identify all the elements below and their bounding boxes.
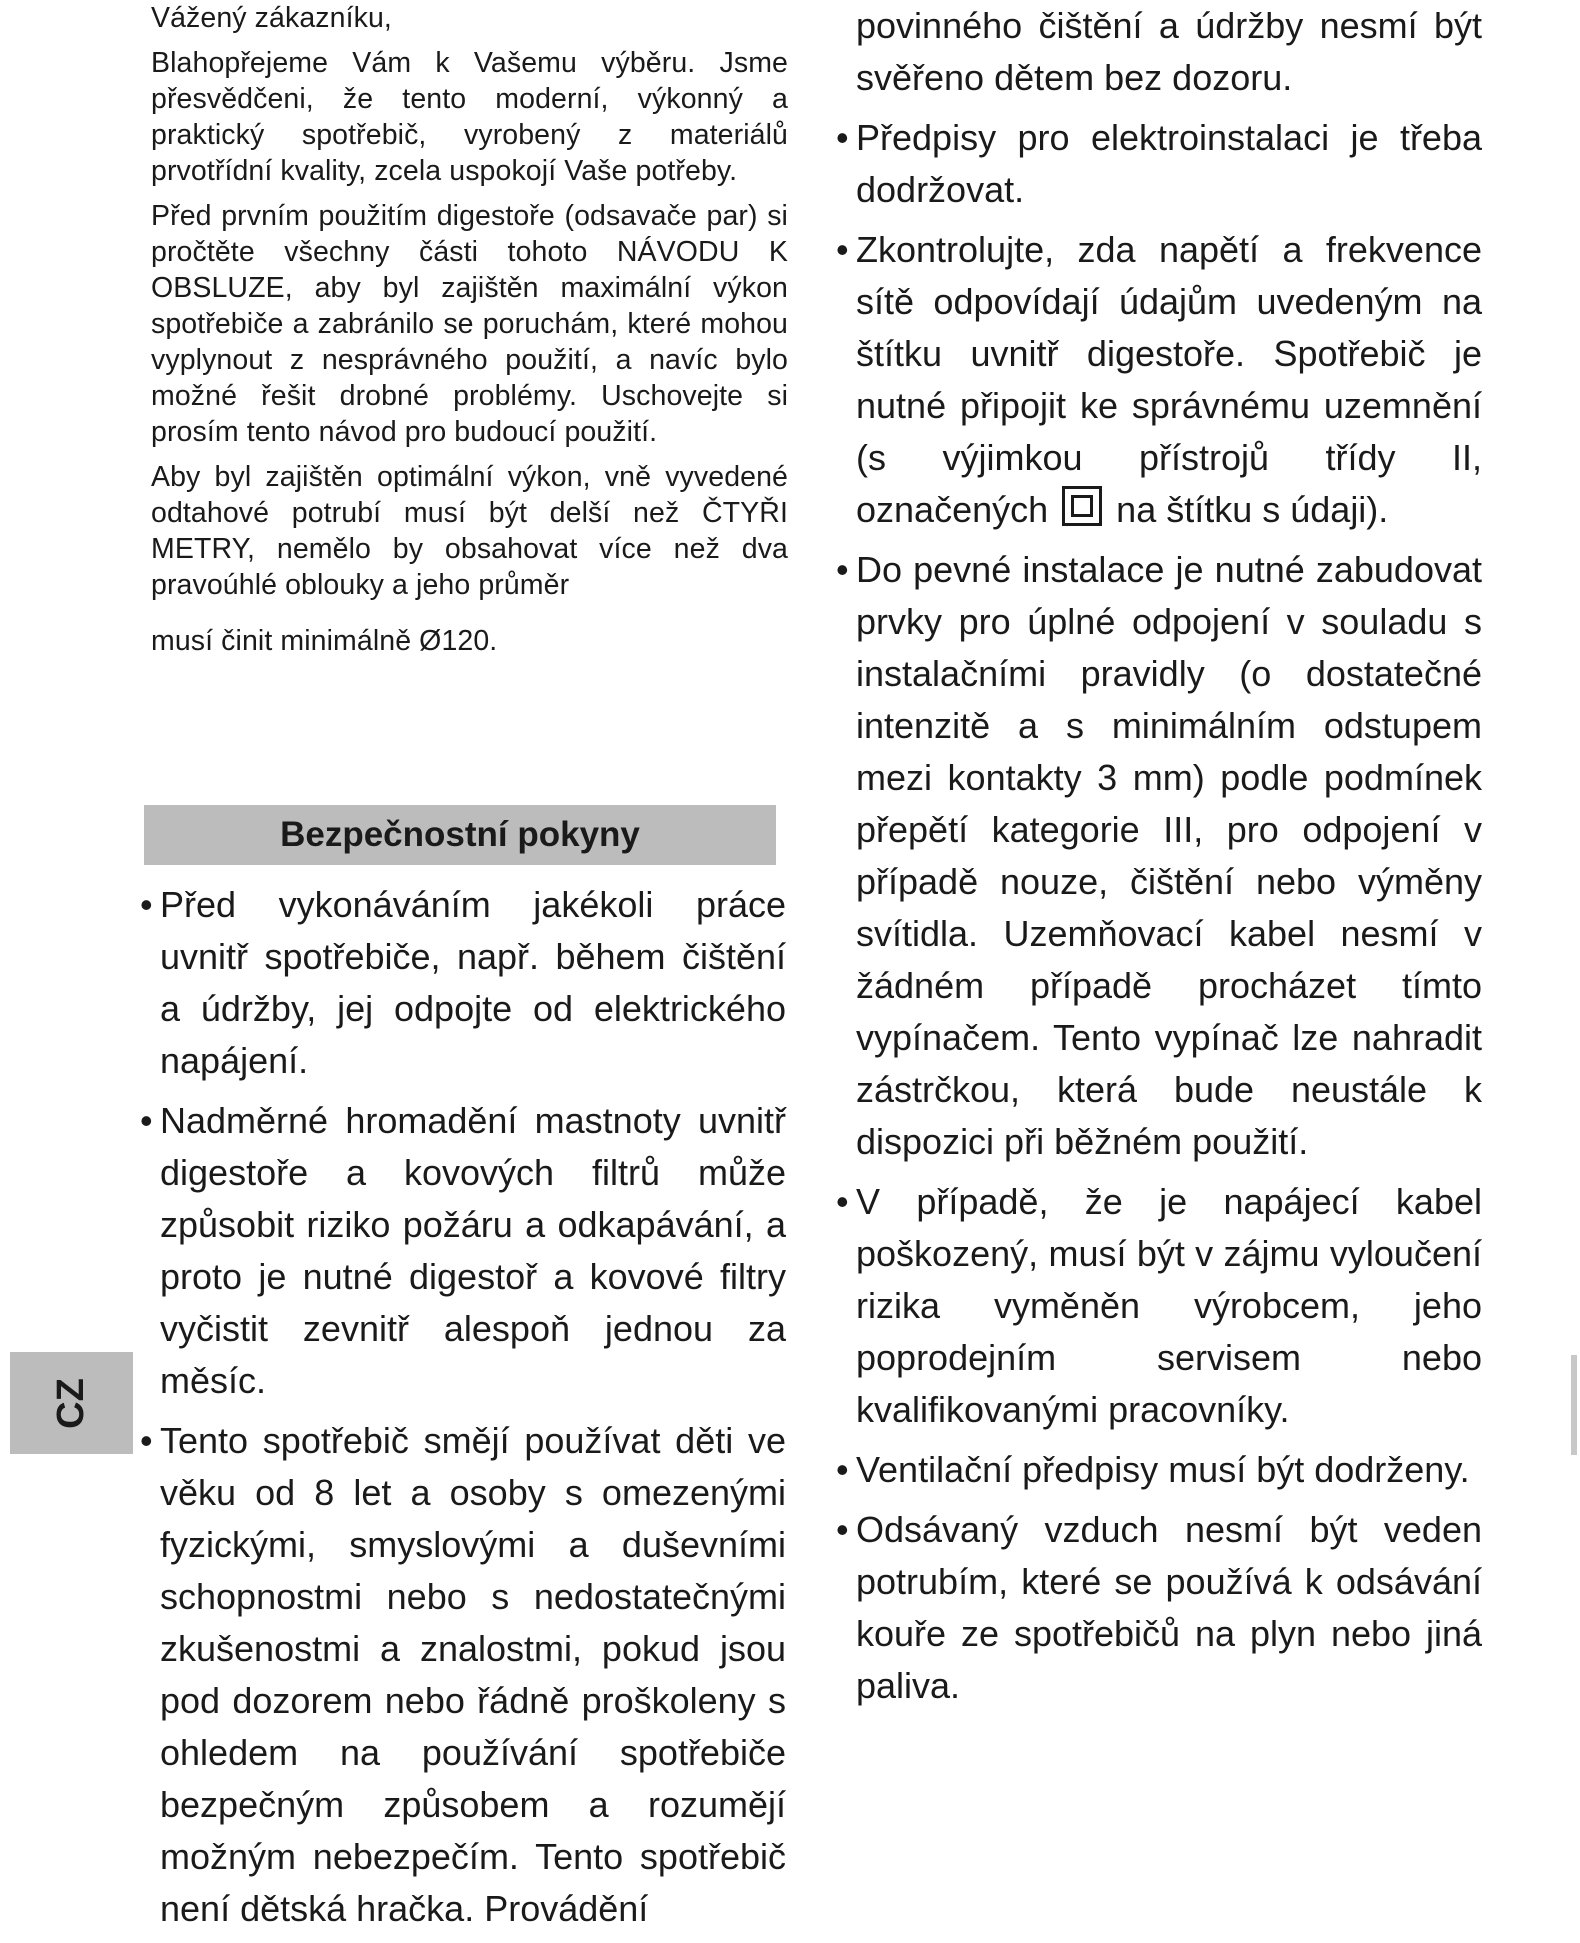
bullet-item — [842, 224, 1482, 536]
intro-paragraph-2: Před prvním použitím digestoře (odsavače par) si pročtěte všechny části tohoto NÁVODU K OBSLUZE, aby byl zajištěn maximální výkon spotřebiče a zabránilo se poruchám, které mohou vyplynout z nesprávného použití, a navíc bylo možné řešit drobné problémy. Uschovejte si prosím tento návod pro budoucí použití. — [151, 200, 788, 448]
right-bullet-list — [842, 112, 1482, 1712]
bullet-text: na štítku s údaji). — [1116, 489, 1389, 530]
intro-paragraph-4: musí činit minimálně Ø120. — [151, 625, 498, 657]
section-title: Bezpečnostní pokyny — [280, 815, 640, 854]
left-bullet-list — [146, 879, 786, 1943]
bullet-item: • Před vykonáváním jakékoli práce uvnitř spotřebiče, např. během čištění a údržby, jej odpojte od elektrického napájení. — [146, 879, 786, 1087]
intro — [151, 0, 788, 659]
bullet-item: • Nadměrné hromadění mastnoty uvnitř digestoře a kovových filtrů může způsobit riziko požáru a odkapávání, a proto je nutné digestoř a kovové filtry vyčistit zevnitř alespoň jednou za měsíc. — [146, 1095, 786, 1407]
right-column — [842, 0, 1482, 1720]
bullet-item: • Předpisy pro elektroinstalaci je třeba dodržovat. — [842, 112, 1482, 216]
bullet-item: • Tento spotřebič smějí používat děti ve věku od 8 let a osoby s omezenými fyzickými, smyslovými a duševními schopnostmi nebo s nedostatečnými zkušenostmi a znalostmi, pokud jsou pod dozorem nebo řádně proškoleny s ohledem na používání spotřebiče bezpečným způsobem a rozumějí možným nebezpečím. Tento spotřebič není dětská hračka. Provádění — [146, 1415, 786, 1935]
bullet-item: • V případě, že je napájecí kabel poškozený, musí být v zájmu vyloučení rizika vyměněn výrobcem, jeho poprodejním servisem nebo kvalifikovanými pracovníky. — [842, 1176, 1482, 1436]
language-tab — [10, 1352, 133, 1454]
edge-tab-marker — [1571, 1355, 1577, 1455]
bullet-item: • Ventilační předpisy musí být dodrženy. — [842, 1444, 1482, 1496]
bullet-item: • Do pevné instalace je nutné zabudovat prvky pro úplné odpojení v souladu s instalačními pravidly (o dostatečné intenzitě a s minimálním odstupem mezi kontakty 3 mm) podle podmínek přepětí kategorie III, pro odpojení v případě nouze, čištění nebo výměny svítidla. Uzemňovací kabel nesmí v žádném případě procházet tímto vypínačem. Tento vypínač lze nahradit zástrčkou, která bude neustále k dispozici při běžném použití. — [842, 544, 1482, 1168]
section-header — [144, 805, 776, 865]
intro-paragraph-3: Aby byl zajištěn optimální výkon, vně vyvedené odtahové potrubí musí být delší než ČTYŘI METRY, nemělo by obsahovat více než dva pravoúhlé oblouky a jeho průměr — [151, 461, 788, 601]
bullet-item: • Odsávaný vzduch nesmí být veden potrubím, které se používá k odsávání kouře ze spotřebičů na plyn nebo jiná paliva. — [842, 1504, 1482, 1712]
greeting: Vážený zákazníku, — [151, 2, 392, 34]
class-ii-symbol-icon — [1062, 486, 1102, 526]
continued-text: povinného čištění a údržby nesmí být svěřeno dětem bez dozoru. — [856, 5, 1482, 98]
left-column — [151, 0, 788, 668]
intro-paragraph-1: Blahopřejeme Vám k Vašemu výběru. Jsme přesvědčeni, že tento moderní, výkonný a praktický spotřebič, vyrobený z materiálů prvotřídní kvality, zcela uspokojí Vaše potřeby. — [151, 47, 788, 187]
language-label: CZ — [50, 1377, 92, 1429]
bullet-text: Zkontrolujte, zda napětí a frekvence sítě odpovídají údajům uvedeným na štítku uvnitř digestoře. Spotřebič je nutné připojit ke správnému uzemnění (s výjimkou přístrojů třídy II, označených — [856, 229, 1482, 530]
